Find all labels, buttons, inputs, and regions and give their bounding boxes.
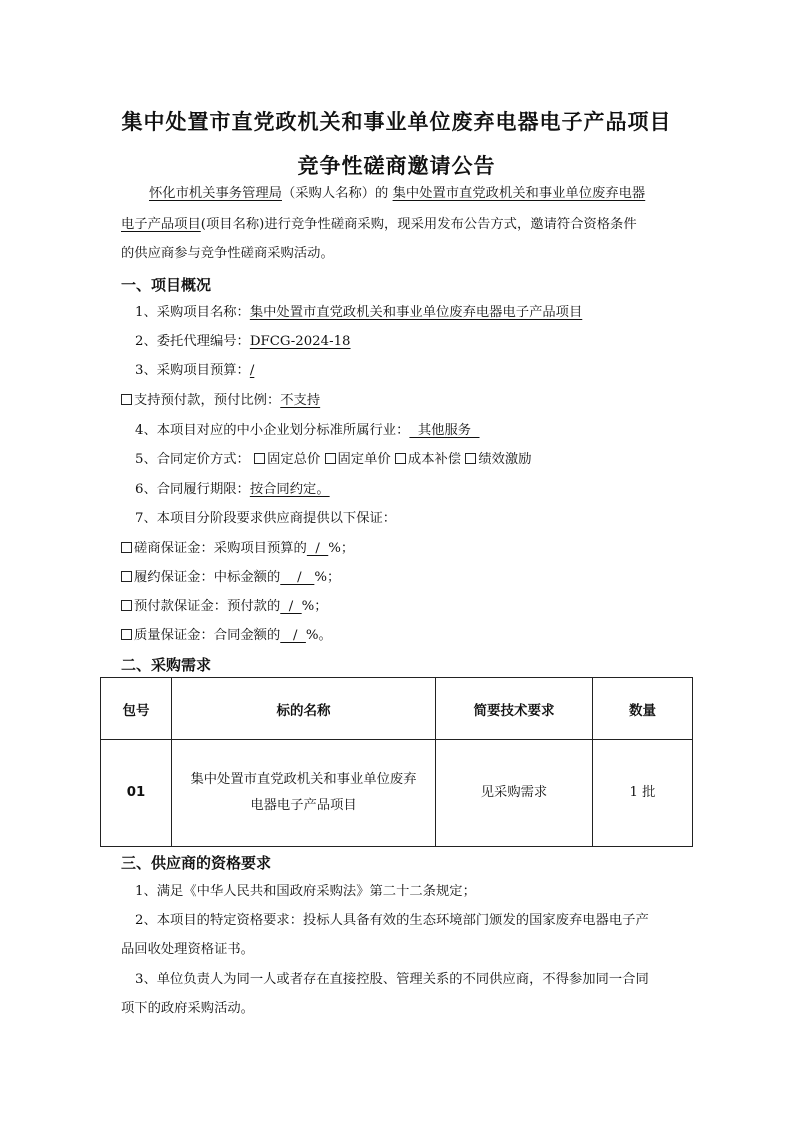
pricing-checkbox-fixed-unit[interactable] xyxy=(325,453,336,464)
guarantee-checkbox[interactable] xyxy=(121,571,132,582)
document-title-line2: 竞争性磋商邀请公告 xyxy=(297,154,496,178)
prepay-value: 不支持 xyxy=(280,393,321,408)
col-header-item-name: 标的名称 xyxy=(172,678,436,740)
guarantee-label: 质量保证金：合同金额的 xyxy=(134,628,281,643)
prepay-label: 支持预付款，预付比例： xyxy=(134,393,281,408)
item6 xyxy=(135,481,330,499)
requirements-table xyxy=(100,677,693,847)
pricing-option-performance: 绩效激励 xyxy=(478,452,532,467)
item1 xyxy=(135,304,582,322)
section2-heading: 二、采购需求 xyxy=(121,656,212,674)
pricing-checkbox-cost-comp[interactable] xyxy=(395,453,406,464)
item4 xyxy=(135,422,480,440)
pricing-option-fixed-unit: 固定单价 xyxy=(337,452,391,467)
cell-package: 01 xyxy=(101,740,172,847)
prepay-line xyxy=(121,392,320,410)
col-header-package: 包号 xyxy=(101,678,172,740)
item2-label: 2、委托代理编号： xyxy=(135,334,250,349)
col-header-tech-req: 简要技术要求 xyxy=(436,678,593,740)
guarantee-row xyxy=(121,627,332,645)
item3-label: 3、采购项目预算： xyxy=(135,363,250,378)
item3 xyxy=(135,362,254,380)
project-note: (项目名称)进行竞争性磋商采购，现采用发布公告方式，邀请符合资格条件 xyxy=(200,217,637,232)
purchaser-note: （采购人名称）的 xyxy=(281,186,389,201)
guarantee-checkbox[interactable] xyxy=(121,629,132,640)
project-name-part1: 集中处置市直党政机关和事业单位废弃电器 xyxy=(392,186,646,201)
item5-label: 5、合同定价方式： xyxy=(135,452,250,467)
item1-label: 1、采购项目名称： xyxy=(135,305,250,320)
guarantee-value: / xyxy=(280,599,302,614)
section3-heading: 三、供应商的资格要求 xyxy=(121,854,272,872)
prepay-checkbox[interactable] xyxy=(121,394,132,405)
pricing-checkbox-fixed-total[interactable] xyxy=(254,453,265,464)
item7: 7、本项目分阶段要求供应商提供以下保证： xyxy=(135,511,397,526)
guarantee-suffix: %； xyxy=(328,541,355,556)
guarantee-label: 履约保证金：中标金额的 xyxy=(134,570,281,585)
item1-value: 集中处置市直党政机关和事业单位废弃电器电子产品项目 xyxy=(249,305,583,320)
guarantee-checkbox[interactable] xyxy=(121,542,132,553)
guarantee-suffix: %； xyxy=(301,599,328,614)
intro-line2 xyxy=(121,216,637,234)
qualification-2-line1: 2、本项目的特定资格要求：投标人具备有效的生态环境部门颁发的国家废弃电器电子产 xyxy=(135,913,649,928)
qualification-3-line2: 项下的政府采购活动。 xyxy=(121,1001,254,1016)
table-row xyxy=(101,740,693,847)
guarantee-checkbox[interactable] xyxy=(121,600,132,611)
item4-label: 4、本项目对应的中小企业划分标准所属行业： xyxy=(135,423,410,438)
pricing-checkbox-performance[interactable] xyxy=(465,453,476,464)
item4-value: 其他服务 xyxy=(409,423,480,438)
intro-line3: 的供应商参与竞争性磋商采购活动。 xyxy=(121,246,334,261)
guarantee-suffix: %。 xyxy=(305,628,332,643)
project-name-part2: 电子产品项目 xyxy=(121,217,201,232)
document-title-line1: 集中处置市直党政机关和事业单位废弃电器电子产品项目 xyxy=(121,110,672,134)
item6-label: 6、合同履行期限： xyxy=(135,482,250,497)
pricing-option-cost-comp: 成本补偿 xyxy=(407,452,462,467)
guarantee-label: 预付款保证金：预付款的 xyxy=(134,599,281,614)
guarantee-row xyxy=(121,569,340,587)
section1-heading: 一、项目概况 xyxy=(121,276,212,294)
col-header-quantity: 数量 xyxy=(593,678,693,740)
item5 xyxy=(135,451,532,469)
purchaser-name: 怀化市机关事务管理局 xyxy=(149,186,282,201)
qualification-1: 1、满足《中华人民共和国政府采购法》第二十二条规定； xyxy=(135,884,476,899)
guarantee-label: 磋商保证金：采购项目预算的 xyxy=(134,541,307,556)
guarantee-value: / xyxy=(280,628,306,643)
guarantee-value: / xyxy=(280,570,315,585)
item2-value: DFCG-2024-18 xyxy=(249,334,351,349)
guarantee-suffix: %； xyxy=(314,570,341,585)
item6-value: 按合同约定。 xyxy=(249,482,330,497)
cell-item-name-line2: 电器电子产品项目 xyxy=(250,798,357,813)
table-header-row xyxy=(101,678,693,740)
guarantee-row xyxy=(121,598,328,616)
cell-quantity: 1 批 xyxy=(593,740,693,847)
item2 xyxy=(135,333,351,351)
qualification-2-line2: 品回收处理资格证书。 xyxy=(121,942,254,957)
cell-item-name-line1: 集中处置市直党政机关和事业单位废弃 xyxy=(190,772,417,787)
pricing-option-fixed-total: 固定总价 xyxy=(267,452,321,467)
item3-value: / xyxy=(249,363,255,378)
cell-tech-req: 见采购需求 xyxy=(436,740,593,847)
qualification-3-line1: 3、单位负责人为同一人或者存在直接控股、管理关系的不同供应商，不得参加同一合同 xyxy=(135,972,649,987)
intro-line1 xyxy=(149,185,645,203)
guarantee-value: / xyxy=(306,541,329,556)
guarantee-row xyxy=(121,540,354,558)
cell-item-name xyxy=(172,740,436,847)
